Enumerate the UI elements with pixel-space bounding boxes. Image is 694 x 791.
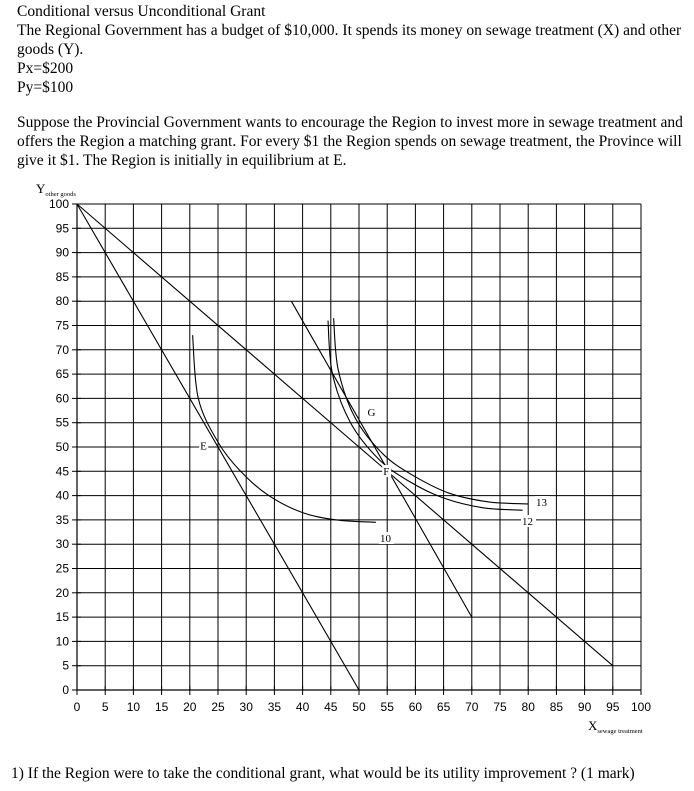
x-tick-label: 60 <box>408 700 423 714</box>
x-tick-label: 100 <box>630 700 652 714</box>
y-tick-label: 55 <box>55 415 69 430</box>
x-tick-label: 70 <box>465 700 479 714</box>
budget-statement: The Regional Government has a budget of $10,000. It spends its money on sewage treatment (X) and other goods (Y). <box>17 22 682 58</box>
x-tick-label: 75 <box>493 700 507 714</box>
x-tick-label: 55 <box>380 700 394 714</box>
x-tick-label: 35 <box>267 700 282 714</box>
price-x: Px=$200 <box>17 60 74 77</box>
x-tick-label: 45 <box>324 700 338 714</box>
x-tick-label: 15 <box>154 700 169 714</box>
point-labels <box>199 406 391 478</box>
y-tick-label: 90 <box>55 245 69 260</box>
matching-grant-description: Suppose the Provincial Government wants to encourage the Region to invest more in sewage treatment and offers the Region a matching grant. For every $1 the Region spends on sewage treatment, the Province will give it $1. The Region is initially in equilibrium at E. <box>17 114 683 169</box>
y-tick-label: 30 <box>55 537 69 552</box>
y-tick-label: 70 <box>55 342 69 357</box>
intro-text <box>17 2 685 97</box>
y-axis-title: Yother goods <box>36 181 76 198</box>
scenario-text <box>17 113 685 170</box>
x-tick-label: 0 <box>73 700 81 714</box>
y-tick-label: 95 <box>55 221 69 236</box>
x-tick-label: 5 <box>101 700 109 714</box>
x-tick-label: 95 <box>606 700 620 714</box>
y-tick-label: 50 <box>55 440 69 454</box>
x-tick-label: 25 <box>211 700 225 714</box>
curve-utility-label: 13 <box>536 497 547 509</box>
chart-axes <box>36 181 651 735</box>
problem-title: Conditional versus Unconditional Grant <box>17 3 266 20</box>
y-tick-label: 100 <box>48 197 69 211</box>
indifference-curve <box>193 335 376 522</box>
y-tick-label: 75 <box>55 318 69 333</box>
x-tick-label: 20 <box>183 700 197 714</box>
x-tick-label: 40 <box>295 700 310 714</box>
x-tick-label: 50 <box>352 700 366 714</box>
x-tick-label: 10 <box>126 700 141 714</box>
y-tick-label: 80 <box>55 294 69 309</box>
y-tick-label: 25 <box>55 561 69 576</box>
curve-utility-label: 10 <box>380 533 391 545</box>
price-y: Py=$100 <box>17 79 74 96</box>
y-tick-label: 5 <box>62 658 69 673</box>
y-tick-label: 10 <box>55 634 69 649</box>
y-tick-label: 40 <box>55 488 69 503</box>
y-tick-label: 0 <box>62 683 69 697</box>
point-label-f: F <box>383 466 390 479</box>
y-tick-label: 85 <box>55 269 69 284</box>
y-tick-label: 15 <box>55 610 69 625</box>
y-tick-label: 45 <box>55 464 69 479</box>
x-tick-label: 30 <box>239 700 253 714</box>
question-1: 1) If the Region were to take the conditional grant, what would be its utility improvement ? (1 mark) <box>11 765 635 782</box>
x-tick-label: 65 <box>436 700 451 714</box>
budget-line <box>77 204 613 666</box>
indifference-curve <box>334 318 529 504</box>
budget-line <box>291 301 471 617</box>
y-tick-label: 60 <box>55 391 69 406</box>
point-label-e: E <box>200 440 207 453</box>
x-tick-label: 85 <box>549 700 564 714</box>
x-tick-label: 90 <box>577 700 592 714</box>
y-tick-label: 35 <box>55 512 69 527</box>
y-tick-label: 20 <box>55 585 69 600</box>
curve-utility-label: 12 <box>522 516 533 528</box>
x-tick-label: 80 <box>521 700 535 714</box>
budget-constraint-chart <box>0 178 694 758</box>
x-axis-title: Xsewage treatment <box>588 718 643 735</box>
y-tick-label: 65 <box>55 367 69 382</box>
point-label-g: G <box>367 406 376 419</box>
